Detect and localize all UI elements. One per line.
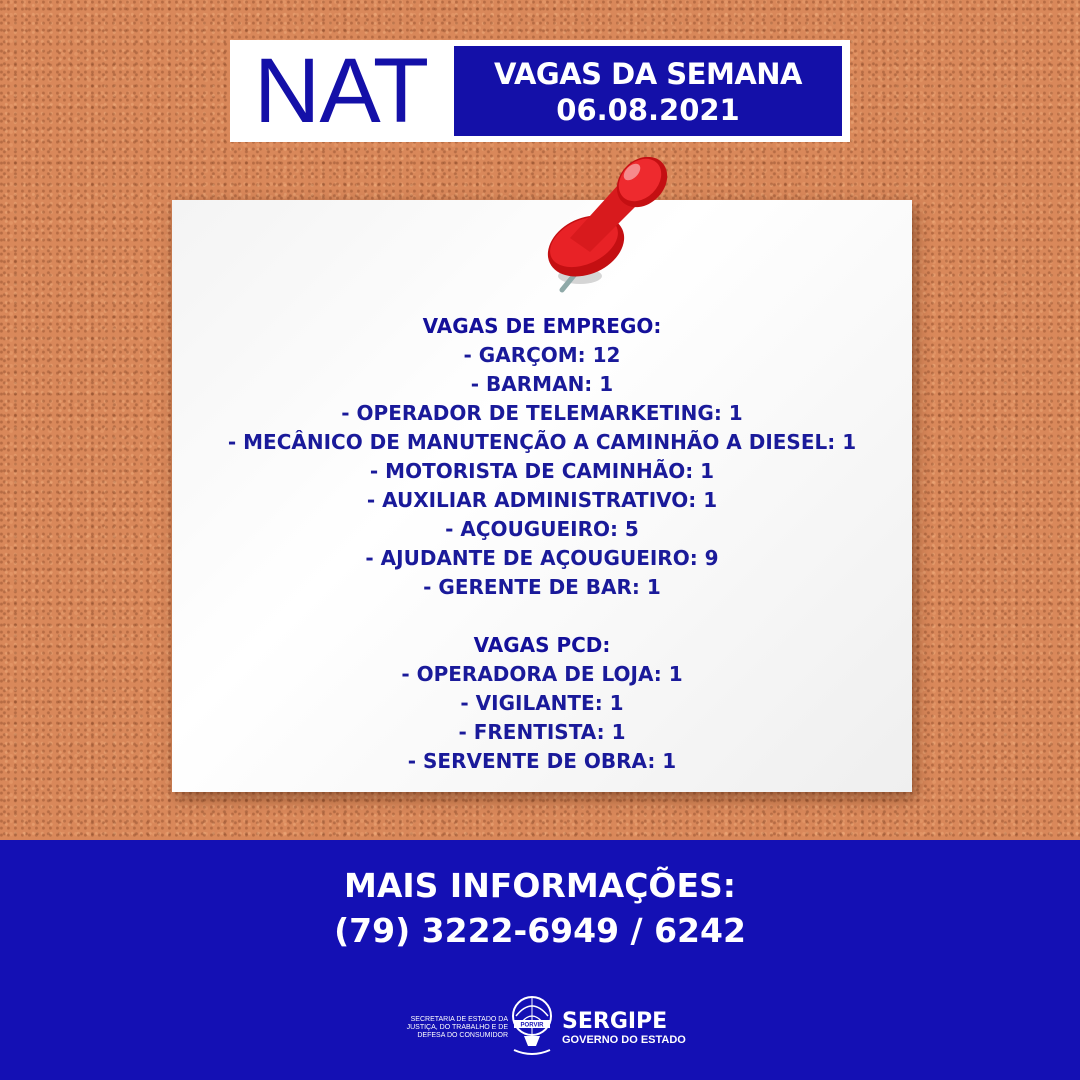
secretaria-line: SECRETARIA DE ESTADO DA <box>410 1016 508 1023</box>
pcd-item: - FRENTISTA: 1 <box>458 720 626 744</box>
phone-number: (79) 3222-6949 / 6242 <box>334 911 746 950</box>
job-item: - MECÂNICO DE MANUTENÇÃO A CAMINHÃO A DIESEL: 1 <box>227 430 857 454</box>
job-item: - AÇOUGUEIRO: 5 <box>445 517 639 541</box>
brand-title: NAT <box>253 40 429 142</box>
seal-text: PORVIR <box>520 1022 544 1029</box>
job-item: - MOTORISTA DE CAMINHÃO: 1 <box>369 459 715 483</box>
contact-info <box>0 864 1080 954</box>
week-title: VAGAS DA SEMANA <box>494 57 802 91</box>
government-logo <box>396 994 686 1064</box>
job-item: - AJUDANTE DE AÇOUGUEIRO: 9 <box>365 546 719 570</box>
job-item: - OPERADOR DE TELEMARKETING: 1 <box>341 401 743 425</box>
pcd-item: - SERVENTE DE OBRA: 1 <box>407 749 677 773</box>
pcd-item: - OPERADORA DE LOJA: 1 <box>401 662 683 686</box>
info-title: MAIS INFORMAÇÕES: <box>344 866 736 905</box>
government-label: GOVERNO DO ESTADO <box>562 1034 686 1046</box>
week-date: 06.08.2021 <box>556 93 740 127</box>
job-item: - BARMAN: 1 <box>470 372 614 396</box>
jobs-section-title: VAGAS DE EMPREGO: <box>422 314 662 338</box>
job-item: - GERENTE DE BAR: 1 <box>423 575 661 599</box>
header-banner <box>230 40 850 142</box>
state-seal-icon <box>510 994 554 1058</box>
secretaria-line: JUSTIÇA, DO TRABALHO E DE <box>406 1024 508 1031</box>
push-pin-icon <box>540 148 680 298</box>
secretaria-line: DEFESA DO CONSUMIDOR <box>417 1032 508 1039</box>
state-name: SERGIPE <box>562 1009 668 1034</box>
job-item: - AUXILIAR ADMINISTRATIVO: 1 <box>366 488 718 512</box>
pcd-section-title: VAGAS PCD: <box>473 633 611 657</box>
section-gap <box>172 602 912 631</box>
secretaria-name <box>396 1016 508 1040</box>
week-box <box>454 46 842 136</box>
pcd-item: - VIGILANTE: 1 <box>460 691 624 715</box>
job-item: - GARÇOM: 12 <box>463 343 621 367</box>
job-list <box>172 312 912 776</box>
